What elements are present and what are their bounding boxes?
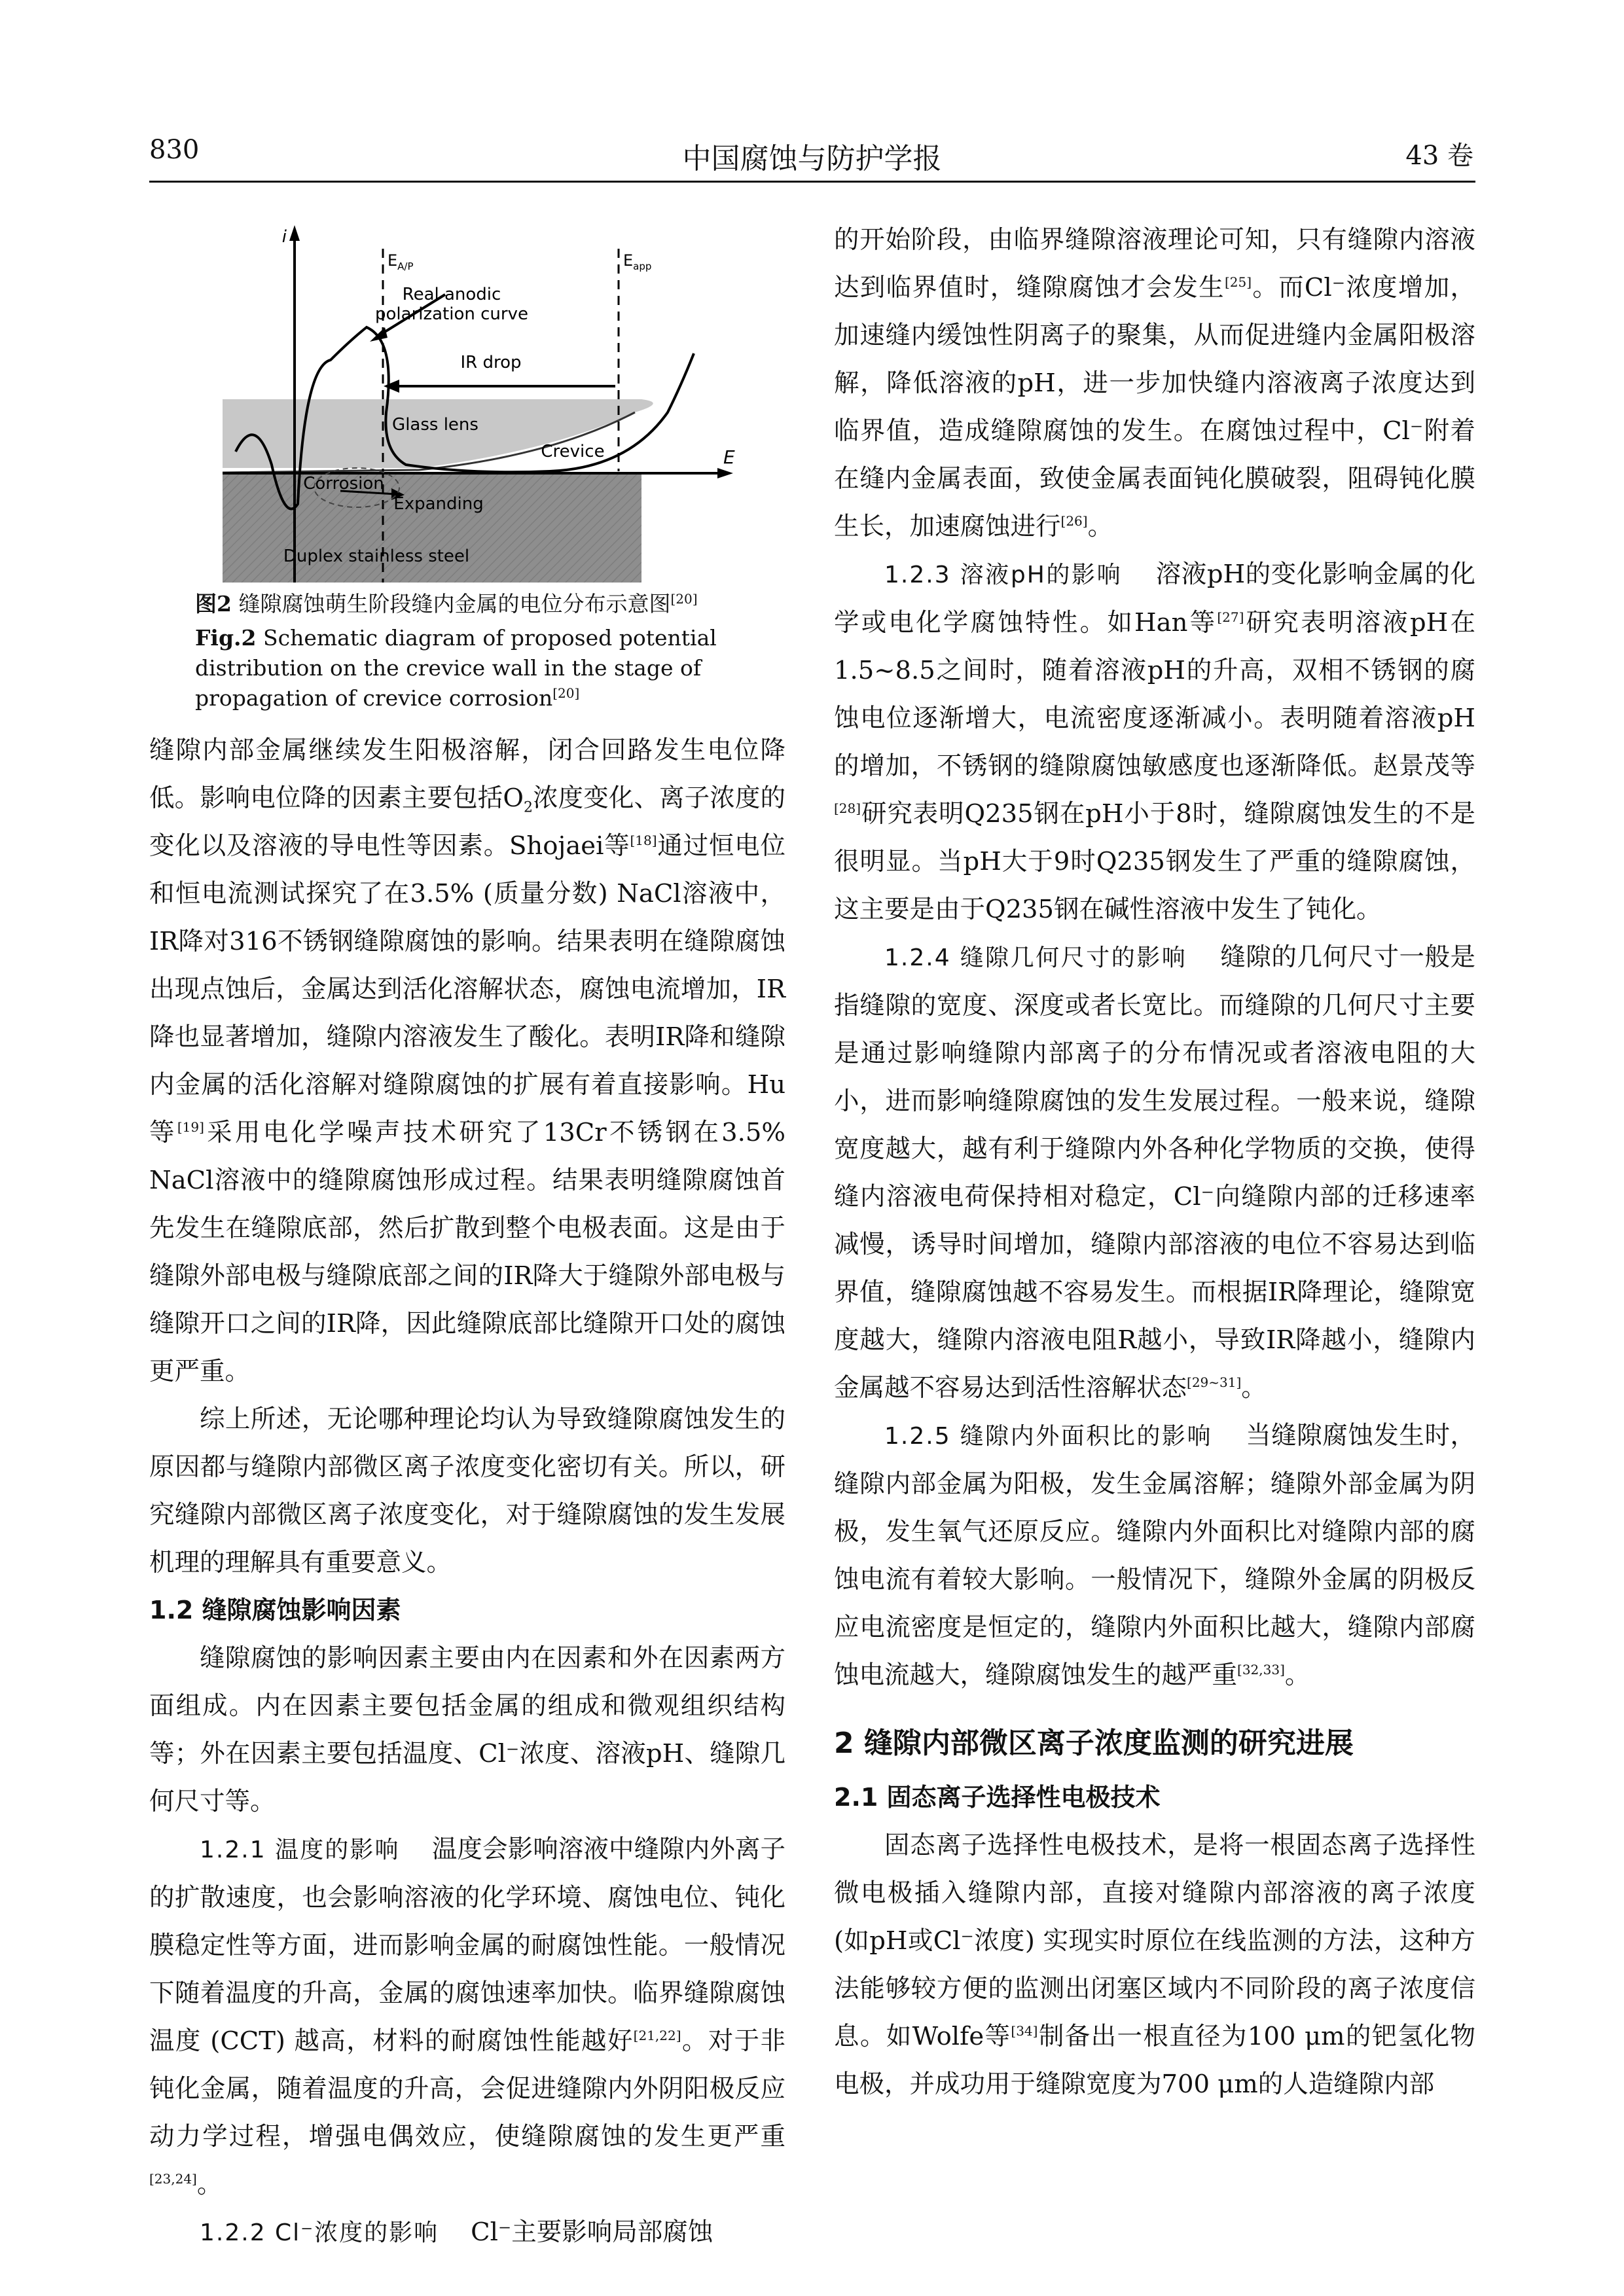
paragraph: 综上所述，无论哪种理论均认为导致缝隙腐蚀发生的原因都与缝隙内部微区离子浓度变化密切有关。所以，研究缝隙内部微区离子浓度变化，对于缝隙腐蚀的发生发展机理的理解具有重要意义。 <box>149 1405 785 1577</box>
figure-crevice-potential-diagram <box>209 216 785 583</box>
section-heading-2-1: 2.1 固态离子选择性电极技术 <box>834 1783 1161 1812</box>
expanding-label: Expanding <box>393 494 484 514</box>
paragraph: 缝隙腐蚀的影响因素主要由内在因素和外在因素两方面组成。内在因素主要包括金属的组成和微观组织结构等；外在因素主要包括温度、Cl⁻浓度、溶液pH、缝隙几何尺寸等。 <box>149 1643 785 1816</box>
left-column <box>149 726 785 2257</box>
corrosion-label: Corrosion <box>303 474 384 493</box>
header-rule <box>149 181 1475 183</box>
e-ap-label: E <box>388 251 398 270</box>
real-anodic-label: Real anodic <box>402 285 501 304</box>
paragraph: 缝隙内部金属继续发生阳极溶解，闭合回路发生电位降低。影响电位降的因素主要包括$O_2$浓度变化、离子浓度的变化以及溶液的导电性等因素。Shojaei等[18]通过恒电位和恒电流测试探究了在3.5% (质量分数) NaCl溶液中，IR降对316不锈钢缝隙腐蚀的影响。结果表明在缝隙腐蚀出现点蚀后，金属达到活化溶解状态，腐蚀电流增加，IR降也显著增加，缝隙内溶液发生了酸化。表明IR降和缝隙内金属的活化溶解对缝隙腐蚀的扩展有着直接影响。Hu等[19]采用电化学噪声技术研究了13Cr不锈钢在3.5% NaCl溶液中的缝隙腐蚀形成过程。结果表明缝隙腐蚀首先发生在缝隙底部，然后扩散到整个电极表面。这是由于缝隙外部电极与缝隙底部之间的IR降大于缝隙外部电极与缝隙开口之间的IR降，因此缝隙底部比缝隙开口处的腐蚀更严重。 <box>149 736 785 1386</box>
volume-label: 43 卷 <box>1405 141 1473 171</box>
y-axis-label: i <box>281 227 287 247</box>
page-number: 830 <box>149 135 200 165</box>
svg-text:Eapp: $E_{app}$ <box>623 251 652 272</box>
paragraph: 1.2.4 缝隙几何尺寸的影响 缝隙的几何尺寸一般是指缝隙的宽度、深度或者长宽比。而缝隙的几何尺寸主要是通过影响缝隙内部离子的分布情况或者溶液电阻的大小，进而影响缝隙腐蚀的发生发展过程。一般来说，缝隙宽度越大，越有利于缝隙内外各种化学物质的交换，使得缝内溶液电荷保持相对稳定，Cl⁻向缝隙内部的迁移速率减慢，诱导时间增加，缝隙内部溶液的电位不容易达到临界值，缝隙腐蚀越不容易发生。而根据IR降理论，缝隙宽度越大，缝隙内溶液电阻R越小，导致IR降越小，缝隙内金属越不容易达到活性溶解状态[29~31]。 <box>834 942 1476 1403</box>
caption-en: Fig.2 Schematic diagram of proposed potential distribution on the crevice wall in the stage of propagation of crevice corrosion[20] <box>195 625 717 711</box>
polarization-label: polarization curve <box>375 304 528 324</box>
section-heading-1-2: 1.2 缝隙腐蚀影响因素 <box>149 1596 401 1624</box>
section-heading-2: 2 缝隙内部微区离子浓度监测的研究进展 <box>834 1727 1354 1760</box>
right-column <box>834 216 1475 2108</box>
paragraph: 固态离子选择性电极技术，是将一根固态离子选择性微电极插入缝隙内部，直接对缝隙内部溶液的离子浓度 (如pH或Cl⁻浓度) 实现实时原位在线监测的方法，这种方法能够较方便的监测出闭塞区域内不同阶段的离子浓度信息。如Wolfe等[34]制备出一根直径为100 μm的钯氢化物电极，并成功用于缝隙宽度为700 μm的人造缝隙内部 <box>834 1831 1475 2099</box>
ir-drop-label: IR drop <box>460 353 522 372</box>
steel-label: Duplex stainless steel <box>283 547 470 566</box>
paragraph: 的开始阶段，由临界缝隙溶液理论可知，只有缝隙内溶液达到临界值时，缝隙腐蚀才会发生[25]。而Cl⁻浓度增加，加速缝内缓蚀性阴离子的聚集，从而促进缝内金属阳极溶解，降低溶液的pH，进一步加快缝内溶液离子浓度达到临界值，造成缝隙腐蚀的发生。在腐蚀过程中，Cl⁻附着在缝内金属表面，致使金属表面钝化膜破裂，阻碍钝化膜生长，加速腐蚀进行[26]。 <box>834 225 1475 541</box>
paragraph: 1.2.1 温度的影响 温度会影响溶液中缝隙内外离子的扩散速度，也会影响溶液的化学环境、腐蚀电位、钝化膜稳定性等方面，进而影响金属的耐腐蚀性能。一般情况下随着温度的升高，金属的腐蚀速率加快。临界缝隙腐蚀温度 (CCT) 越高，材料的耐腐蚀性能越好[21,22]。对于非钝化金属，随着温度的升高，会促进缝隙内外阴阳极反应动力学过程，增强电偶效应，使缝隙腐蚀的发生更严重[23,24]。 <box>149 1835 785 2199</box>
caption-cn: 图2 缝隙腐蚀萌生阶段缝内金属的电位分布示意图[20] <box>195 591 698 617</box>
e-app-label: E <box>623 251 634 270</box>
glass-lens-label: Glass lens <box>392 415 478 435</box>
x-axis-label: E <box>723 446 735 468</box>
paragraph: 1.2.5 缝隙内外面积比的影响 当缝隙腐蚀发生时，缝隙内部金属为阳极，发生金属溶解；缝隙外部金属为阴极，发生氧气还原反应。缝隙内外面积比对缝隙内部的腐蚀电流有着较大影响。一般情况下，缝隙外金属的阴极反应电流密度是恒定的，缝隙内外面积比越大，缝隙内部腐蚀电流越大，缝隙腐蚀发生的越严重[32,33]。 <box>834 1421 1475 1690</box>
crevice-label: Crevice <box>541 442 605 461</box>
paragraph: 1.2.2 Cl⁻浓度的影响 Cl⁻主要影响局部腐蚀 <box>200 2217 713 2247</box>
svg-text:EA/P: $E_{A/P}$ <box>388 251 414 272</box>
paragraph: 1.2.3 溶液pH的影响 溶液pH的变化影响金属的化学或电化学腐蚀特性。如Han等[27]研究表明溶液pH在1.5~8.5之间时，随着溶液pH的升高，双相不锈钢的腐蚀电位逐渐增大，电流密度逐渐减小。表明随着溶液pH的增加，不锈钢的缝隙腐蚀敏感度也逐渐降低。赵景茂等[28]研究表明Q235钢在pH小于8时，缝隙腐蚀发生的不是很明显。当pH大于9时Q235钢发生了严重的缝隙腐蚀，这主要是由于Q235钢在碱性溶液中发生了钝化。 <box>834 560 1476 924</box>
journal-title: 中国腐蚀与防护学报 <box>682 142 942 175</box>
